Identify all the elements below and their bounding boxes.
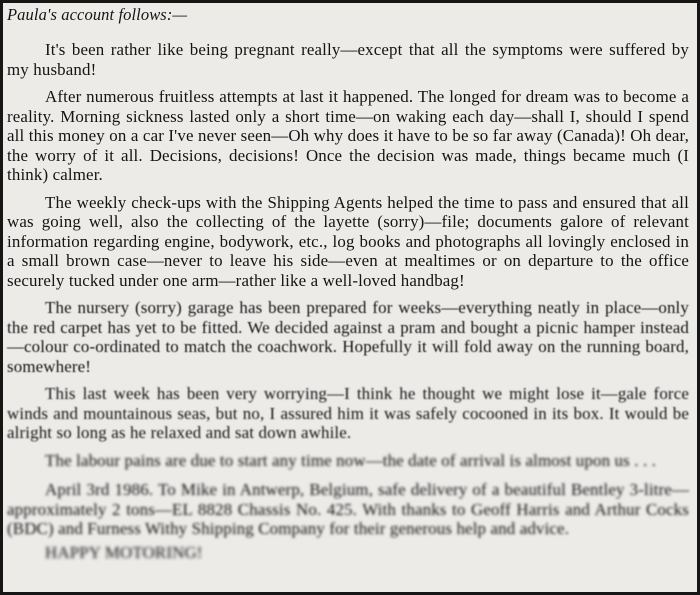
paragraph-labour-pains: The labour pains are due to start any time now—the date of arrival is almost upon us . . . [45,450,657,470]
article-body [7,3,689,562]
account-heading: Paula's account follows:— [7,5,188,24]
paragraph-decision: After numerous fruitless attempts at last it happened. The longed for dream was to become a reality. Morning sickness lasted only a short time—on waking each day—shall I, should I spend all this money on a car I've never seen—Oh why does it have to be so far away (Canada)! Oh dear, the worry of it all. Decisions, decisions! Once the decision was made, things became much (I think) calmer. [7,87,689,184]
paragraph-garage: The nursery (sorry) garage has been prepared for weeks—everything neatly in place—only the red carpet has yet to be fitted. We decided against a pram and bought a picnic hamper instead—colour co-ordinated to match the coachwork. Hopefully it will fold away on the running board, somewhere! [7,298,689,376]
paragraph-worrying-week: This last week has been very worrying—I think he thought we might lose it—gale force winds and mountainous seas, but no, I assured him it was safely cocooned in its box. It would be alright so long as he relaxed and sat down awhile. [7,384,689,442]
paragraph-pregnancy: It's been rather like being pregnant really—except that all the symptoms were suffered by my husband! [7,40,689,79]
paragraph-checkups: The weekly check-ups with the Shipping Agents helped the time to pass and ensured that all was going well, also the collecting of the layette (sorry)—file; documents galore of relevant information regarding engine, bodywork, etc., log books and photographs all lovingly enclosed in a small brown case—never to leave his side—even at mealtimes or on departure to the office securely tucked under one arm—rather like a well-loved handbag! [7,192,689,290]
closing-line: HAPPY MOTORING! [45,542,203,562]
paragraph-delivery: April 3rd 1986. To Mike in Antwerp, Belgium, safe delivery of a beautiful Bentley 3-litre—approximately 2 tons—EL 8828 Chassis No. 425. With thanks to Geoff Harris and Arthur Cocks (BDC) and Furness Withy Shipping Company for their generous help and advice. [7,480,689,538]
